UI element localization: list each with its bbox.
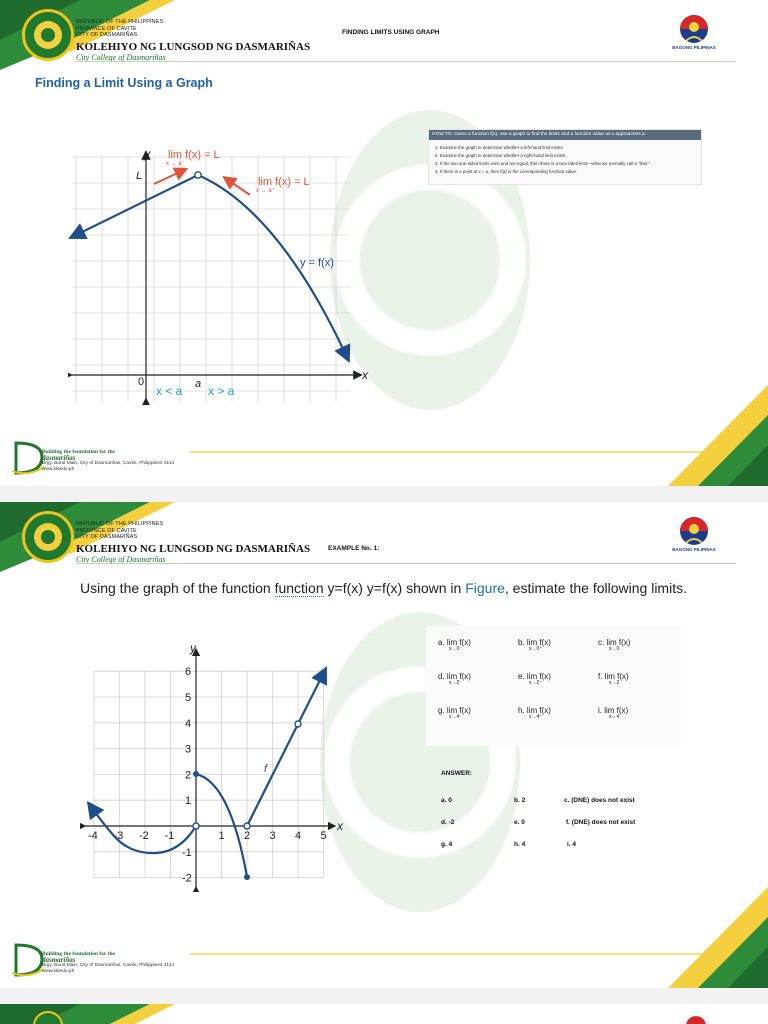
x-tick-label: 3 <box>269 830 276 842</box>
header-line-1: REPUBLIC OF THE PHILIPPINES <box>76 19 164 25</box>
limit-g-label: g. lim f(x) <box>438 706 471 715</box>
x-less-label: x < a <box>156 384 183 398</box>
footer-corner-decoration <box>668 385 768 486</box>
footer-divider <box>190 953 730 955</box>
footer-divider <box>190 451 730 453</box>
header-divider <box>76 563 736 564</box>
y-tick-label: -2 <box>182 872 192 885</box>
college-name: KOLEHIYO NG LUNGSOD NG DASMARIÑAS <box>76 542 311 555</box>
limit-b-sub: x→0⁺ <box>529 646 542 652</box>
header-title: EXAMPLE No. 1: <box>328 545 380 552</box>
limit-f <box>598 672 629 686</box>
open-point-origin <box>193 823 199 829</box>
prompt-part-1: Using the graph of the function <box>80 580 275 596</box>
limit-i-sub: x→4 <box>609 714 620 720</box>
answer-f: f. (DNE) does not exist <box>566 819 636 826</box>
slide-3-partial <box>0 1004 768 1024</box>
header-line-1: REPUBLIC OF THE PHILIPPINES <box>76 521 164 527</box>
header-text <box>76 521 310 564</box>
howto-title: HOW TO: Given a function f(x), use a graph to find the limits and a function value as x approaches a. <box>429 130 701 140</box>
x-axis-label: x <box>362 368 368 382</box>
x-tick-label: 1 <box>218 830 225 842</box>
limit-e-label: e. lim f(x) <box>518 672 551 681</box>
limit-g-sub: x→4⁻ <box>449 714 462 720</box>
header-line-3: CITY OF DASMARIÑAS <box>76 32 138 38</box>
slide-gap-1 <box>0 486 768 502</box>
answer-g: g. 4 <box>441 841 453 848</box>
prompt-figure-link[interactable]: Figure <box>465 580 505 596</box>
x-tick-label: -1 <box>164 830 175 842</box>
limit-c-label: c. lim f(x) <box>598 638 631 647</box>
limit-h-sub: x→4⁺ <box>529 714 542 720</box>
header-line-2: PROVINCE OF CAVITE <box>76 25 137 32</box>
y-tick-label: 4 <box>185 717 192 730</box>
y-tick-label: 5 <box>185 692 192 704</box>
limits-panel <box>426 626 681 746</box>
footer-brand: dasmariñas <box>42 956 76 964</box>
limit-i <box>598 706 628 720</box>
open-point-x4 <box>295 721 301 727</box>
slide-1 <box>0 0 768 486</box>
footer-address: Brgy. Burol Main, City of Dasmariñas, Cavite, Philippines 4114 <box>42 461 175 466</box>
answers-block <box>441 770 691 860</box>
y-tick-label: 2 <box>185 769 192 782</box>
footer-website: www.kldedu.ph <box>42 969 75 974</box>
answer-e: e. 0 <box>514 819 525 826</box>
x-tick-label: 2 <box>244 830 251 842</box>
x-tick-label: -4 <box>88 830 98 842</box>
footer-text <box>42 449 174 473</box>
origin-label: 0 <box>138 376 145 388</box>
curve-label: f <box>264 763 268 775</box>
example-prompt <box>80 580 687 596</box>
limit-graph <box>68 140 378 405</box>
example-graph <box>80 642 350 892</box>
college-name: KOLEHIYO NG LUNGSOD NG DASMARIÑAS <box>76 40 311 53</box>
left-limit-label: lim f(x) = L <box>168 149 220 161</box>
a-label: a <box>195 378 202 390</box>
limit-c <box>598 638 630 652</box>
y-tick-label: -1 <box>182 846 192 859</box>
header-divider <box>76 61 736 62</box>
header-line-2: PROVINCE OF CAVITE <box>76 527 137 534</box>
prompt-part-2: y=f(x) y=f(x) shown in <box>323 580 466 596</box>
header-line-3: CITY OF DASMARIÑAS <box>76 534 138 540</box>
left-limit-subscript: x → a⁻ <box>166 161 185 167</box>
howto-step-2: 2. Examine the graph to determine whether a right-hand limit exists. <box>435 152 567 158</box>
open-point <box>195 172 201 178</box>
closed-point-x2-neg2 <box>244 874 250 880</box>
x-tick-label: 5 <box>320 830 327 842</box>
y-tick-label: 3 <box>185 743 192 756</box>
x-greater-label: x > a <box>208 384 235 398</box>
x-tick-label: -3 <box>113 830 124 842</box>
y-tick-label: 1 <box>185 795 192 808</box>
x-axis-label: x <box>337 819 343 833</box>
answer-h: h. 4 <box>514 841 526 848</box>
footer-corner-decoration <box>668 887 768 988</box>
answer-i: i. 4 <box>567 841 577 848</box>
graph-grid <box>72 155 350 402</box>
limit-f-sub: x→2 <box>609 680 620 686</box>
prompt-function-link[interactable]: function <box>274 580 324 596</box>
slide-2 <box>0 502 768 988</box>
limit-a-sub: x→0⁻ <box>449 646 462 652</box>
limit-f-label: f. lim f(x) <box>598 672 629 681</box>
limit-a <box>438 638 471 652</box>
answer-b: b. 2 <box>514 797 526 804</box>
howto-box <box>428 129 702 185</box>
limit-b <box>518 638 551 652</box>
footer-tagline: Building the foundation for the <box>42 449 115 455</box>
college-seal-icon <box>22 9 74 61</box>
bagong-pilipinas-caption: BAGONG PILIPINAS <box>672 45 716 50</box>
limit-d-sub: x→2⁻ <box>449 680 462 686</box>
right-limit-label: lim f(x) = L <box>258 176 310 188</box>
limit-e-sub: x→2⁺ <box>529 680 542 686</box>
footer-text <box>42 951 174 975</box>
answers-heading: ANSWER: <box>441 770 473 777</box>
limit-h <box>518 706 551 720</box>
prompt-part-3: , estimate the following limits. <box>504 580 687 596</box>
howto-step-4: 4. If there is a point at x = a, then f(a) is the corresponding function value. <box>435 168 578 174</box>
l-label: L <box>136 170 143 182</box>
limit-d-label: d. lim f(x) <box>438 672 471 681</box>
college-seal-icon <box>22 511 74 563</box>
curve-label: y = f(x) <box>300 257 334 269</box>
answer-a: a. 0 <box>441 797 452 804</box>
closed-point-y2 <box>193 771 199 777</box>
limit-c-sub: x→0 <box>609 646 620 652</box>
limit-h-label: h. lim f(x) <box>518 706 551 715</box>
limit-a-label: a. lim f(x) <box>438 638 471 647</box>
footer-tagline: Building the foundation for the <box>42 951 115 957</box>
slide-gap-2 <box>0 988 768 1004</box>
college-subtitle: City College of Dasmariñas <box>76 52 166 62</box>
limit-i-label: i. lim f(x) <box>598 706 629 715</box>
header-title: FINDING LIMITS USING GRAPH <box>342 29 440 36</box>
section-title: Finding a Limit Using a Graph <box>35 76 213 90</box>
header-text <box>76 19 310 62</box>
footer-address: Brgy. Burol Main, City of Dasmariñas, Cavite, Philippines 4114 <box>42 963 175 968</box>
howto-step-3: 3. If the two one-sided limits exist and are equal, then there is a two-sided limit—what we normally call a "limit." <box>435 160 651 166</box>
answer-c: c. (DNE) does not exist <box>564 797 635 804</box>
x-tick-label: -2 <box>139 830 149 842</box>
howto-step-1: 1. Examine the graph to determine whether a left-hand limit exists. <box>435 144 564 150</box>
x-tick-label: 4 <box>295 830 302 842</box>
limit-g <box>438 706 471 720</box>
open-point-x2 <box>244 823 250 829</box>
left-approach-arrow <box>154 171 182 184</box>
right-approach-arrow <box>228 180 250 195</box>
y-tick-label: 6 <box>185 666 192 679</box>
footer-website: www.kldedu.ph <box>42 467 75 472</box>
limit-b-label: b. lim f(x) <box>518 638 551 647</box>
bagong-pilipinas-caption: BAGONG PILIPINAS <box>672 547 716 552</box>
answer-d: d. -2 <box>441 819 455 826</box>
y-axis-label: y <box>144 147 150 161</box>
college-subtitle: City College of Dasmariñas <box>76 554 166 564</box>
limit-d <box>438 672 471 686</box>
y-axis-label: y <box>190 642 196 655</box>
right-limit-subscript: x → a⁺ <box>256 188 275 194</box>
header-decoration <box>0 1004 768 1024</box>
limit-e <box>518 672 551 686</box>
footer-brand: dasmariñas <box>42 454 76 462</box>
